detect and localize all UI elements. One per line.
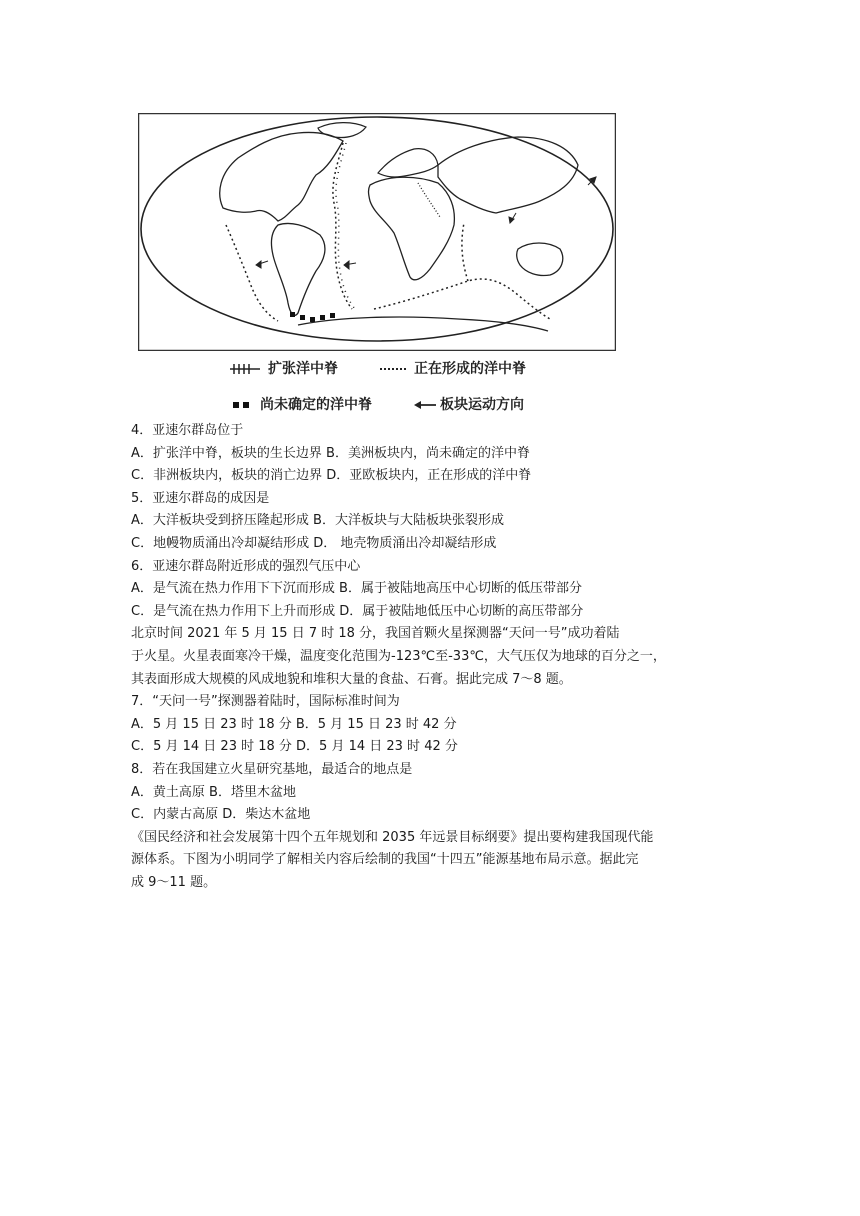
motion-arrow-icon	[414, 399, 436, 411]
forming-ridge-symbol-icon	[380, 363, 406, 375]
legend-ridge	[230, 358, 338, 378]
q6-options-ab: A．是气流在热力作用下下沉而形成 B．属于被陆地高压中心切断的低压带部分	[131, 581, 582, 597]
q4-options-cd: C．非洲板块内，板块的消亡边界 D．亚欧板块内，正在形成的洋中脊	[131, 468, 532, 484]
legend-forming	[380, 358, 526, 378]
q5-options-cd: C．地幔物质涌出冷却凝结形成 D． 地壳物质涌出冷却凝结形成	[131, 535, 497, 551]
q5-options-ab: A．大洋板块受到挤压隆起形成 B．大洋板块与大陆板块张裂形成	[131, 513, 504, 529]
legend-motion	[414, 394, 524, 414]
question-block	[131, 420, 731, 894]
q5-stem: 5．亚速尔群岛的成因是	[131, 490, 270, 506]
legend-undetermined	[232, 394, 372, 414]
q7-stem: 7．“天问一号”探测器着陆时，国际标准时间为	[131, 694, 400, 710]
ridge-symbol-icon	[230, 363, 260, 375]
passage2-line3: 成 9～11 题。	[131, 874, 217, 890]
q4-stem: 4．亚速尔群岛位于	[131, 423, 244, 438]
legend-undetermined-label: 尚未确定的洋中脊	[260, 397, 372, 413]
passage1-line1: 北京时间 2021 年 5 月 15 日 7 时 18 分，我国首颗火星探测器“天问一号”成功着陆	[131, 626, 620, 642]
passage2-line2: 源体系。下图为小明同学了解相关内容后绘制的我国“十四五”能源基地布局示意。据此完	[131, 852, 639, 868]
plate-boundary-map	[138, 113, 616, 351]
passage2-line1: 《国民经济和社会发展第十四个五年规划和 2035 年远景目标纲要》提出要构建我国现代能	[131, 829, 654, 845]
q6-stem: 6．亚速尔群岛附近形成的强烈气压中心	[131, 558, 361, 574]
passage1-line2: 于火星。火星表面寒冷干燥，温度变化范围为-123℃至-33℃，大气压仅为地球的百分之一，	[131, 648, 666, 664]
world-map-figure	[138, 113, 616, 351]
q6-options-cd: C．是气流在热力作用下上升而形成 D．属于被陆地低压中心切断的高压带部分	[131, 603, 584, 619]
legend-forming-label: 正在形成的洋中脊	[414, 361, 526, 377]
q7-options-cd: C．5 月 14 日 23 时 18 分 D．5 月 14 日 23 时 42 分	[131, 739, 458, 755]
q7-options-ab: A．5 月 15 日 23 时 18 分 B．5 月 15 日 23 时 42 分	[131, 716, 457, 732]
undetermined-ridge-symbol-icon	[232, 399, 252, 411]
q4-options-ab: A．扩张洋中脊，板块的生长边界 B．美洲板块内，尚未确定的洋中脊	[131, 445, 530, 461]
q8-options-ab: A．黄土高原 B．塔里木盆地	[131, 784, 296, 800]
legend-ridge-label: 扩张洋中脊	[268, 361, 338, 377]
q8-stem: 8．若在我国建立火星研究基地，最适合的地点是	[131, 761, 413, 777]
legend-motion-label: 板块运动方向	[440, 397, 524, 413]
q8-options-cd: C．内蒙古高原 D．柴达木盆地	[131, 807, 311, 823]
passage1-line3: 其表面形成大规模的风成地貌和堆积大量的食盐、石膏。据此完成 7～8 题。	[131, 671, 572, 687]
